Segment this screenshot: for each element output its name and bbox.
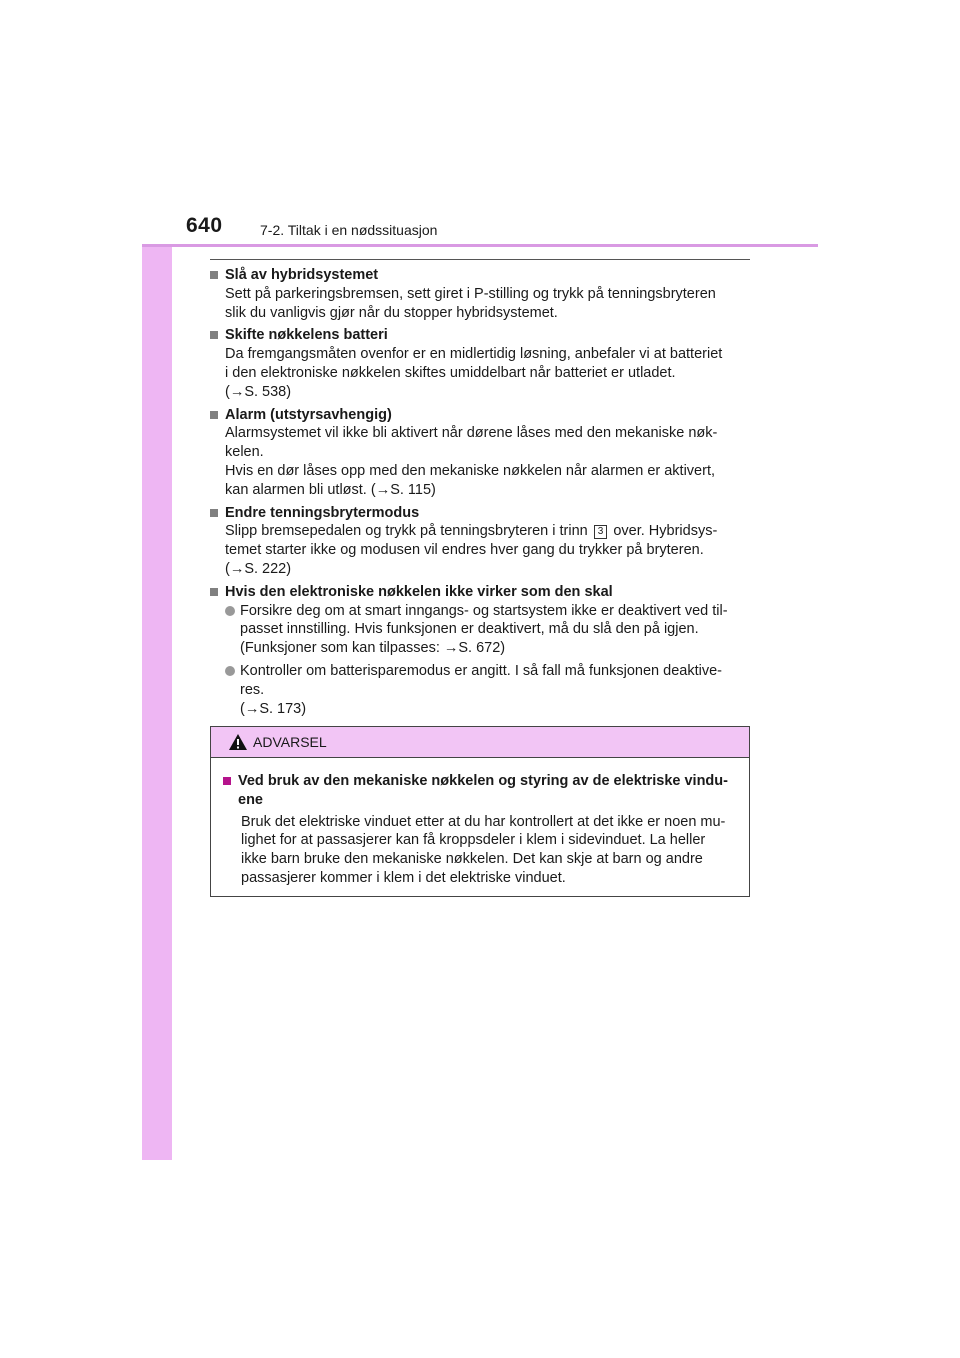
- content-body: [210, 266, 750, 722]
- item-title: Skifte nøkkelens batteri: [225, 327, 388, 344]
- bullet-text-line: res.: [240, 681, 265, 698]
- item-text: over. Hybridsys-: [613, 523, 718, 540]
- square-bullet-icon: [210, 509, 218, 517]
- square-bullet-icon: [223, 777, 231, 785]
- bullet-page-ref: (→S. 173): [240, 700, 307, 717]
- item-shutdown-hybrid: [210, 266, 750, 322]
- bullet-point: [210, 602, 750, 658]
- section-title: 7-2. Tiltak i en nødssituasjon: [260, 222, 438, 238]
- square-bullet-icon: [210, 271, 218, 279]
- item-text: Slipp bremsepedalen og trykk på tenningsbryteren i trinn: [225, 523, 588, 540]
- header-bar: [142, 198, 818, 244]
- item-key-not-working: [210, 583, 750, 719]
- item-text-line: slik du vanligvis gjør når du stopper hybridsystemet.: [225, 304, 558, 321]
- item-page-ref: (→S. 538): [225, 383, 292, 400]
- content-top-rule: [210, 259, 750, 260]
- bullet-text-line: Kontroller om batterisparemodus er angitt. I så fall må funksjonen deaktive-: [240, 662, 722, 679]
- bullet-text-line: (Funksjoner som kan tilpasses: →S. 672): [240, 640, 506, 657]
- item-title: Alarm (utstyrsavhengig): [225, 406, 392, 423]
- item-text-line: kan alarmen bli utløst. (→S. 115): [225, 481, 436, 498]
- bullet-text-line: passet innstilling. Hvis funksjonen er deaktivert, må du slå den på igjen.: [240, 621, 699, 638]
- step-number-badge: 3: [594, 525, 608, 539]
- item-title: Slå av hybridsystemet: [225, 267, 379, 283]
- bullet-point: [210, 662, 750, 718]
- item-text-line: i den elektroniske nøkkelen skiftes umiddelbart når batteriet er utladet.: [225, 364, 676, 381]
- item-change-battery: [210, 326, 750, 401]
- item-ignition-mode: [210, 504, 750, 579]
- warning-label: ADVARSEL: [253, 734, 327, 750]
- warning-text-line: ikke barn bruke den mekaniske nøkkelen. Det kan skje at barn og andre: [241, 851, 703, 868]
- warning-title-line: Ved bruk av den mekaniske nøkkelen og styring av de elektriske vindu-: [238, 773, 728, 789]
- item-title: Endre tenningsbrytermodus: [225, 504, 420, 521]
- item-title: Hvis den elektroniske nøkkelen ikke virker som den skal: [225, 583, 613, 600]
- circle-bullet-icon: [225, 606, 235, 616]
- warning-text-line: lighet for at passasjerer kan få kroppsdeler i klem i sidevinduet. La heller: [241, 832, 706, 849]
- item-text-line: Alarmsystemet vil ikke bli aktivert når dørene låses med den mekaniske nøk-: [225, 425, 718, 442]
- warning-header: [211, 727, 749, 758]
- bullet-text-line: Forsikre deg om at smart inngangs- og startsystem ikke er deaktivert ved til-: [240, 602, 728, 619]
- item-text-line: Hvis en dør låses opp med den mekaniske nøkkelen når alarmen er aktivert,: [225, 462, 715, 479]
- warning-triangle-icon: [228, 733, 248, 751]
- warning-title-line: ene: [238, 791, 263, 808]
- header-divider: [142, 244, 818, 247]
- item-text-line: kelen.: [225, 444, 264, 461]
- item-alarm: [210, 406, 750, 500]
- side-tab-band: [142, 198, 172, 1160]
- square-bullet-icon: [210, 588, 218, 596]
- square-bullet-icon: [210, 331, 218, 339]
- item-page-ref: (→S. 222): [225, 560, 292, 577]
- circle-bullet-icon: [225, 666, 235, 676]
- item-text-line: Sett på parkeringsbremsen, sett giret i P-stilling og trykk på tenningsbryteren: [225, 285, 716, 302]
- warning-box: [210, 726, 750, 897]
- square-bullet-icon: [210, 411, 218, 419]
- item-text-line: Da fremgangsmåten ovenfor er en midlertidig løsning, anbefaler vi at batteriet: [225, 346, 723, 363]
- warning-text-line: Bruk det elektriske vinduet etter at du har kontrollert at det ikke er noen mu-: [241, 813, 726, 830]
- item-text-line: temet starter ikke og modusen vil endres hver gang du trykker på bryteren.: [225, 542, 704, 559]
- warning-text-line: passasjerer kommer i klem i det elektriske vinduet.: [241, 869, 566, 886]
- page-number: 640: [186, 214, 223, 237]
